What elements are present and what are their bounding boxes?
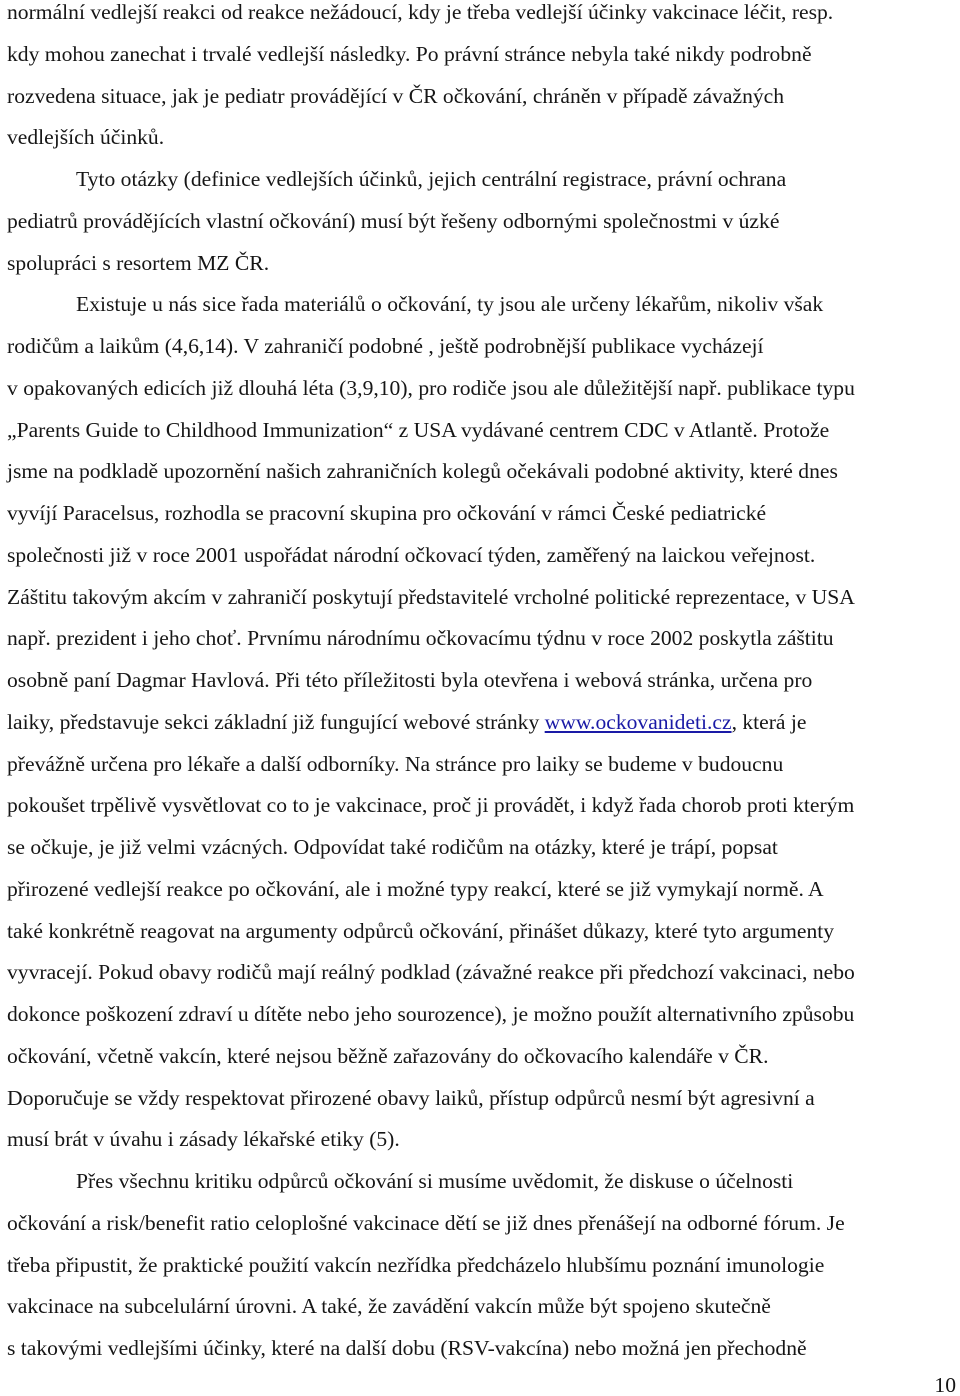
text-line: v opakovaných edicích již dlouhá léta (3,9,10), pro rodiče jsou ale důležitější např. publikace typu <box>7 375 855 400</box>
text-line: vyvracejí. Pokud obavy rodičů mají reálný podklad (závažné reakce při předchozí vakcinaci, nebo <box>7 960 855 985</box>
text-line: musí brát v úvahu i zásady lékařské etiky (5). <box>7 1127 400 1152</box>
text-line-with-link <box>7 702 952 744</box>
text-line: pokoušet trpělivě vysvětlovat co to je vakcinace, proč ji provádět, i když řada chorob proti kterým <box>7 793 855 818</box>
paragraph <box>7 1161 952 1370</box>
text-line: vyvíjí Paracelsus, rozhodla se pracovní skupina pro očkování v rámci České pediatrické <box>7 501 767 525</box>
website-link[interactable]: www.ockovanideti.cz <box>544 709 732 734</box>
text-line: jsme na podkladě upozornění našich zahraničních kolegů očekávali podobné aktivity, které dnes <box>7 459 838 484</box>
text-line: kdy mohou zanechat i trvalé vedlejší následky. Po právní stránce nebyla také nikdy podrobně <box>7 41 812 66</box>
text-line: rozvedena situace, jak je pediatr provádějící v ČR očkování, chráněn v případě závažných <box>7 83 785 108</box>
paragraph <box>7 0 952 159</box>
document-body <box>7 0 952 1370</box>
text-line: očkování, včetně vakcín, které nejsou běžně zařazovány do očkovacího kalendáře v ČR. <box>7 1043 769 1068</box>
text-line: vakcinace na subcelulární úrovni. A také, že zavádění vakcín může být spojeno skutečně <box>7 1294 771 1319</box>
paragraph <box>7 284 952 1161</box>
text-line: s takovými vedlejšími účinky, které na další dobu (RSV-vakcína) nebo možná jen přechodně <box>7 1336 807 1360</box>
text-line: normální vedlejší reakci od reakce nežádoucí, kdy je třeba vedlejší účinky vakcinace léčit, resp. <box>7 0 834 24</box>
text-line: Existuje u nás sice řada materiálů o očkování, ty jsou ale určeny lékařům, nikoliv však <box>76 292 824 317</box>
text-line: např. prezident i jeho choť. Prvnímu národnímu očkovacímu týdnu v roce 2002 poskytla záštitu <box>7 626 834 651</box>
text-line: očkování a risk/benefit ratio celoplošné vakcinace dětí se již dnes přenášejí na odborné fórum. Je <box>7 1210 845 1235</box>
text-line: převážně určena pro lékaře a další odborníky. Na stránce pro laiky se budeme v budoucnu <box>7 751 784 776</box>
text-line: přirozené vedlejší reakce po očkování, ale i možné typy reakcí, které se již vymykají normě. A <box>7 876 824 901</box>
text-segment: laiky, představuje sekci základní již fungující webové stránky <box>7 709 545 734</box>
text-line: „Parents Guide to Childhood Immunization“ z USA vydávané centrem CDC v Atlantě. Protože <box>7 417 830 442</box>
paragraph <box>7 159 952 284</box>
text-line: osobně paní Dagmar Havlová. Při této příležitosti byla otevřena i webová stránka, určena pro <box>7 668 813 692</box>
text-line: se očkuje, je již velmi vzácných. Odpovídat také rodičům na otázky, které je trápí, popsat <box>7 835 778 859</box>
text-line: spolupráci s resortem MZ ČR. <box>7 250 270 275</box>
text-line: Záštitu takovým akcím v zahraničí poskytují představitelé vrcholné politické reprezentace, v USA <box>7 584 855 609</box>
text-line: Tyto otázky (definice vedlejších účinků, jejich centrální registrace, právní ochrana <box>76 167 787 191</box>
text-line: rodičům a laikům (4,6,14). V zahraničí podobné , ještě podrobnější publikace vycházejí <box>7 334 764 358</box>
text-line: dokonce poškození zdraví u dítěte nebo jeho sourozence), je možno použít alternativního způsobu <box>7 1002 855 1026</box>
text-line: také konkrétně reagovat na argumenty odpůrců očkování, přinášet důkazy, které tyto argumenty <box>7 918 835 943</box>
text-line: třeba připustit, že praktické použití vakcín nezřídka předcházelo hlubšímu poznání imunologie <box>7 1252 825 1277</box>
text-line: společnosti již v roce 2001 uspořádat národní očkovací týden, zaměřený na laickou veřejnost. <box>7 542 816 567</box>
text-line: Doporučuje se vždy respektovat přirozené obavy laiků, přístup odpůrců nesmí být agresivní a <box>7 1085 815 1110</box>
text-segment: , která je <box>731 709 807 734</box>
text-line: Přes všechnu kritiku odpůrců očkování si musíme uvědomit, že diskuse o účelnosti <box>76 1169 794 1193</box>
page-number: 10 <box>934 1373 956 1396</box>
text-line: vedlejších účinků. <box>7 125 165 150</box>
text-line: pediatrů provádějících vlastní očkování) musí být řešeny odbornými společnostmi v úzké <box>7 208 780 233</box>
